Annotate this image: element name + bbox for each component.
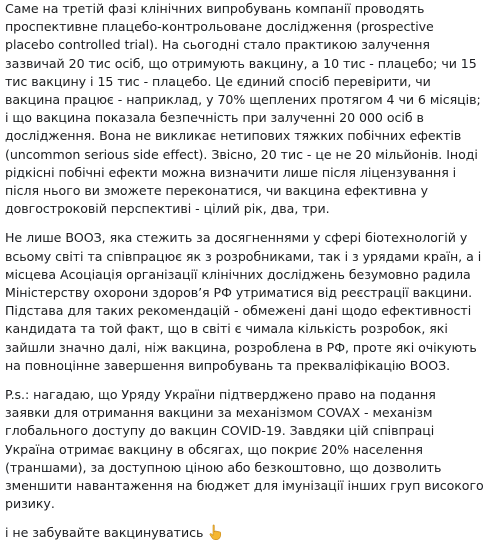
post-paragraph-ps-covax: P.s.: нагадаю, що Уряду України підтверджено право на подання заявки для отримання вакцини за механізмом COVAX - механізм глобального доступу до вакцин COVID-19. Завдяки цій співпраці Україна отримає вакцину в обсягах, що покриє 20% населення (траншами), за доступною ціною або безкоштовно, що дозволить зменшити навантаження на бюджет для імунізації інших груп високого ризику.: [5, 387, 484, 512]
closing-text: і не забувайте вакцинуватись: [5, 525, 204, 541]
post-paragraph-phase3: Саме на третій фазі клінічних випробувань компанії проводять проспективне плацебо-контрольоване дослідження (prospective placebo controlled trial). На сьогодні стало практикою залучення зазвичай 20 тис осіб, що отримують вакцину, а 10 тис - плацебо; чи 15 тис вакцину і 15 тис - плацебо. Це єдиний спосіб перевірити, чи вакцина працює - наприклад, у 70% щеплених протягом 4 чи 6 місяців; і що вакцина показала безпечність при залученні 20 000 осіб в дослідження. Вона не викликає нетипових тяжких побічних ефектів (uncommon serious side effect). Звісно, 20 тис - це не 20 мільйонів. Іноді рідкісні побічні ефекти можна визначити лише після ліцензування і після нього ви зможете переконатися, чи вакцина ефективна у довгостроковій перспективі - цілий рік, два, три.: [5, 1, 481, 217]
pointing-down-icon: [207, 524, 223, 545]
post-paragraph-closing: [5, 524, 484, 545]
post-text: [5, 0, 484, 546]
post-paragraph-who: Не лише ВООЗ, яка стежить за досягненнями у сфері біотехнологій у всьому світі та співпрацює як з розробниками, так і з урядами країн, а і місцева Асоціація організації клінічних досліджень безумовно радила Міністерству охорони здоров’я РФ утриматися від реєстрації вакцини. Підстава для таких рекомендацій - обмежені дані щодо ефективності кандидата та той факт, що в світі є чимала кількість розробок, які зайшли значно далі, ніж вакцина, розроблена в РФ, проте які очікують на повноцінне завершення випробувань та прекваліфікацію ВООЗ.: [5, 230, 482, 373]
